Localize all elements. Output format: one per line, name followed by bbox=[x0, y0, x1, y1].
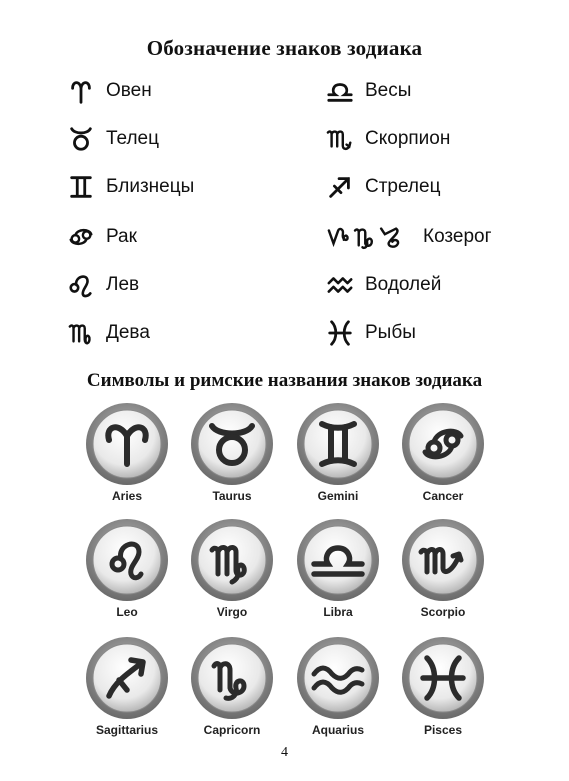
sign-row-virgo bbox=[66, 318, 150, 348]
sign-row-aries bbox=[66, 76, 152, 106]
medallion-virgo bbox=[190, 518, 274, 602]
gemini-icon bbox=[296, 402, 380, 486]
sign-row-pisces bbox=[325, 318, 416, 348]
sign-row-taurus bbox=[66, 124, 159, 154]
medallion-capricorn bbox=[190, 636, 274, 720]
medallion-label: Aquarius bbox=[311, 723, 364, 737]
medallion-label: Pisces bbox=[423, 723, 463, 737]
page-number: 4 bbox=[281, 745, 288, 760]
libra-icon bbox=[296, 518, 380, 602]
taurus-icon bbox=[66, 124, 96, 154]
medallion-label: Leo bbox=[116, 605, 138, 619]
medallion-taurus bbox=[190, 402, 274, 486]
sign-name: Скорпион bbox=[365, 128, 451, 149]
libra-icon bbox=[325, 76, 355, 106]
sign-name: Козерог bbox=[423, 226, 492, 247]
cancer-icon bbox=[66, 222, 96, 252]
leo-icon bbox=[66, 270, 96, 300]
capricorn-icon bbox=[190, 636, 274, 720]
sign-row-cancer bbox=[66, 222, 137, 252]
pisces-icon bbox=[401, 636, 485, 720]
sign-row-capricorn bbox=[325, 222, 492, 252]
gemini-icon bbox=[66, 172, 96, 202]
sign-name: Телец bbox=[106, 128, 160, 149]
sign-name: Водолей bbox=[365, 274, 442, 295]
capricorn-icon bbox=[325, 222, 413, 252]
cancer-icon bbox=[401, 402, 485, 486]
medallion-gemini bbox=[296, 402, 380, 486]
medallion-libra bbox=[296, 518, 380, 602]
sign-row-gemini bbox=[66, 172, 194, 202]
virgo-icon bbox=[190, 518, 274, 602]
sign-row-sagittarius bbox=[325, 172, 440, 202]
medallion-label: Cancer bbox=[422, 489, 464, 503]
sign-name: Лев bbox=[106, 274, 140, 295]
sagittarius-icon bbox=[85, 636, 169, 720]
aquarius-icon bbox=[296, 636, 380, 720]
medallion-leo bbox=[85, 518, 169, 602]
sign-row-leo bbox=[66, 270, 139, 300]
medallion-sagittarius bbox=[85, 636, 169, 720]
sign-name: Близнецы bbox=[106, 176, 195, 197]
medallion-label: Gemini bbox=[317, 489, 359, 503]
sign-name: Овен bbox=[106, 80, 152, 101]
aquarius-icon bbox=[325, 270, 355, 300]
virgo-icon bbox=[66, 318, 96, 348]
scorpio-icon bbox=[401, 518, 485, 602]
aries-icon bbox=[66, 76, 96, 106]
pisces-icon bbox=[325, 318, 355, 348]
medallion-label: Libra bbox=[323, 605, 353, 619]
sign-row-aquarius bbox=[325, 270, 441, 300]
medallion-label: Aries bbox=[111, 489, 143, 503]
sign-name: Стрелец bbox=[365, 176, 441, 197]
sign-name: Рыбы bbox=[365, 322, 416, 343]
medallion-pisces bbox=[401, 636, 485, 720]
sign-name: Дева bbox=[106, 322, 150, 343]
medallion-label: Capricorn bbox=[203, 723, 261, 737]
medallion-label: Scorpio bbox=[420, 605, 466, 619]
medallion-cancer bbox=[401, 402, 485, 486]
aries-icon bbox=[85, 402, 169, 486]
medallion-scorpio bbox=[401, 518, 485, 602]
medallion-aquarius bbox=[296, 636, 380, 720]
taurus-icon bbox=[190, 402, 274, 486]
page-title: Обозначение знаков зодиака bbox=[146, 36, 423, 60]
section-subtitle: Символы и римские названия знаков зодиака bbox=[86, 370, 483, 391]
sign-name: Весы bbox=[365, 80, 412, 101]
medallion-label: Taurus bbox=[212, 489, 252, 503]
sign-name: Рак bbox=[106, 226, 137, 247]
sign-row-libra bbox=[325, 76, 411, 106]
medallion-label: Virgo bbox=[216, 605, 248, 619]
leo-icon bbox=[85, 518, 169, 602]
scorpio-icon bbox=[325, 124, 355, 154]
sign-row-scorpio bbox=[325, 124, 450, 154]
medallion-label: Sagittarius bbox=[95, 723, 158, 737]
sagittarius-icon bbox=[325, 172, 355, 202]
medallion-aries bbox=[85, 402, 169, 486]
